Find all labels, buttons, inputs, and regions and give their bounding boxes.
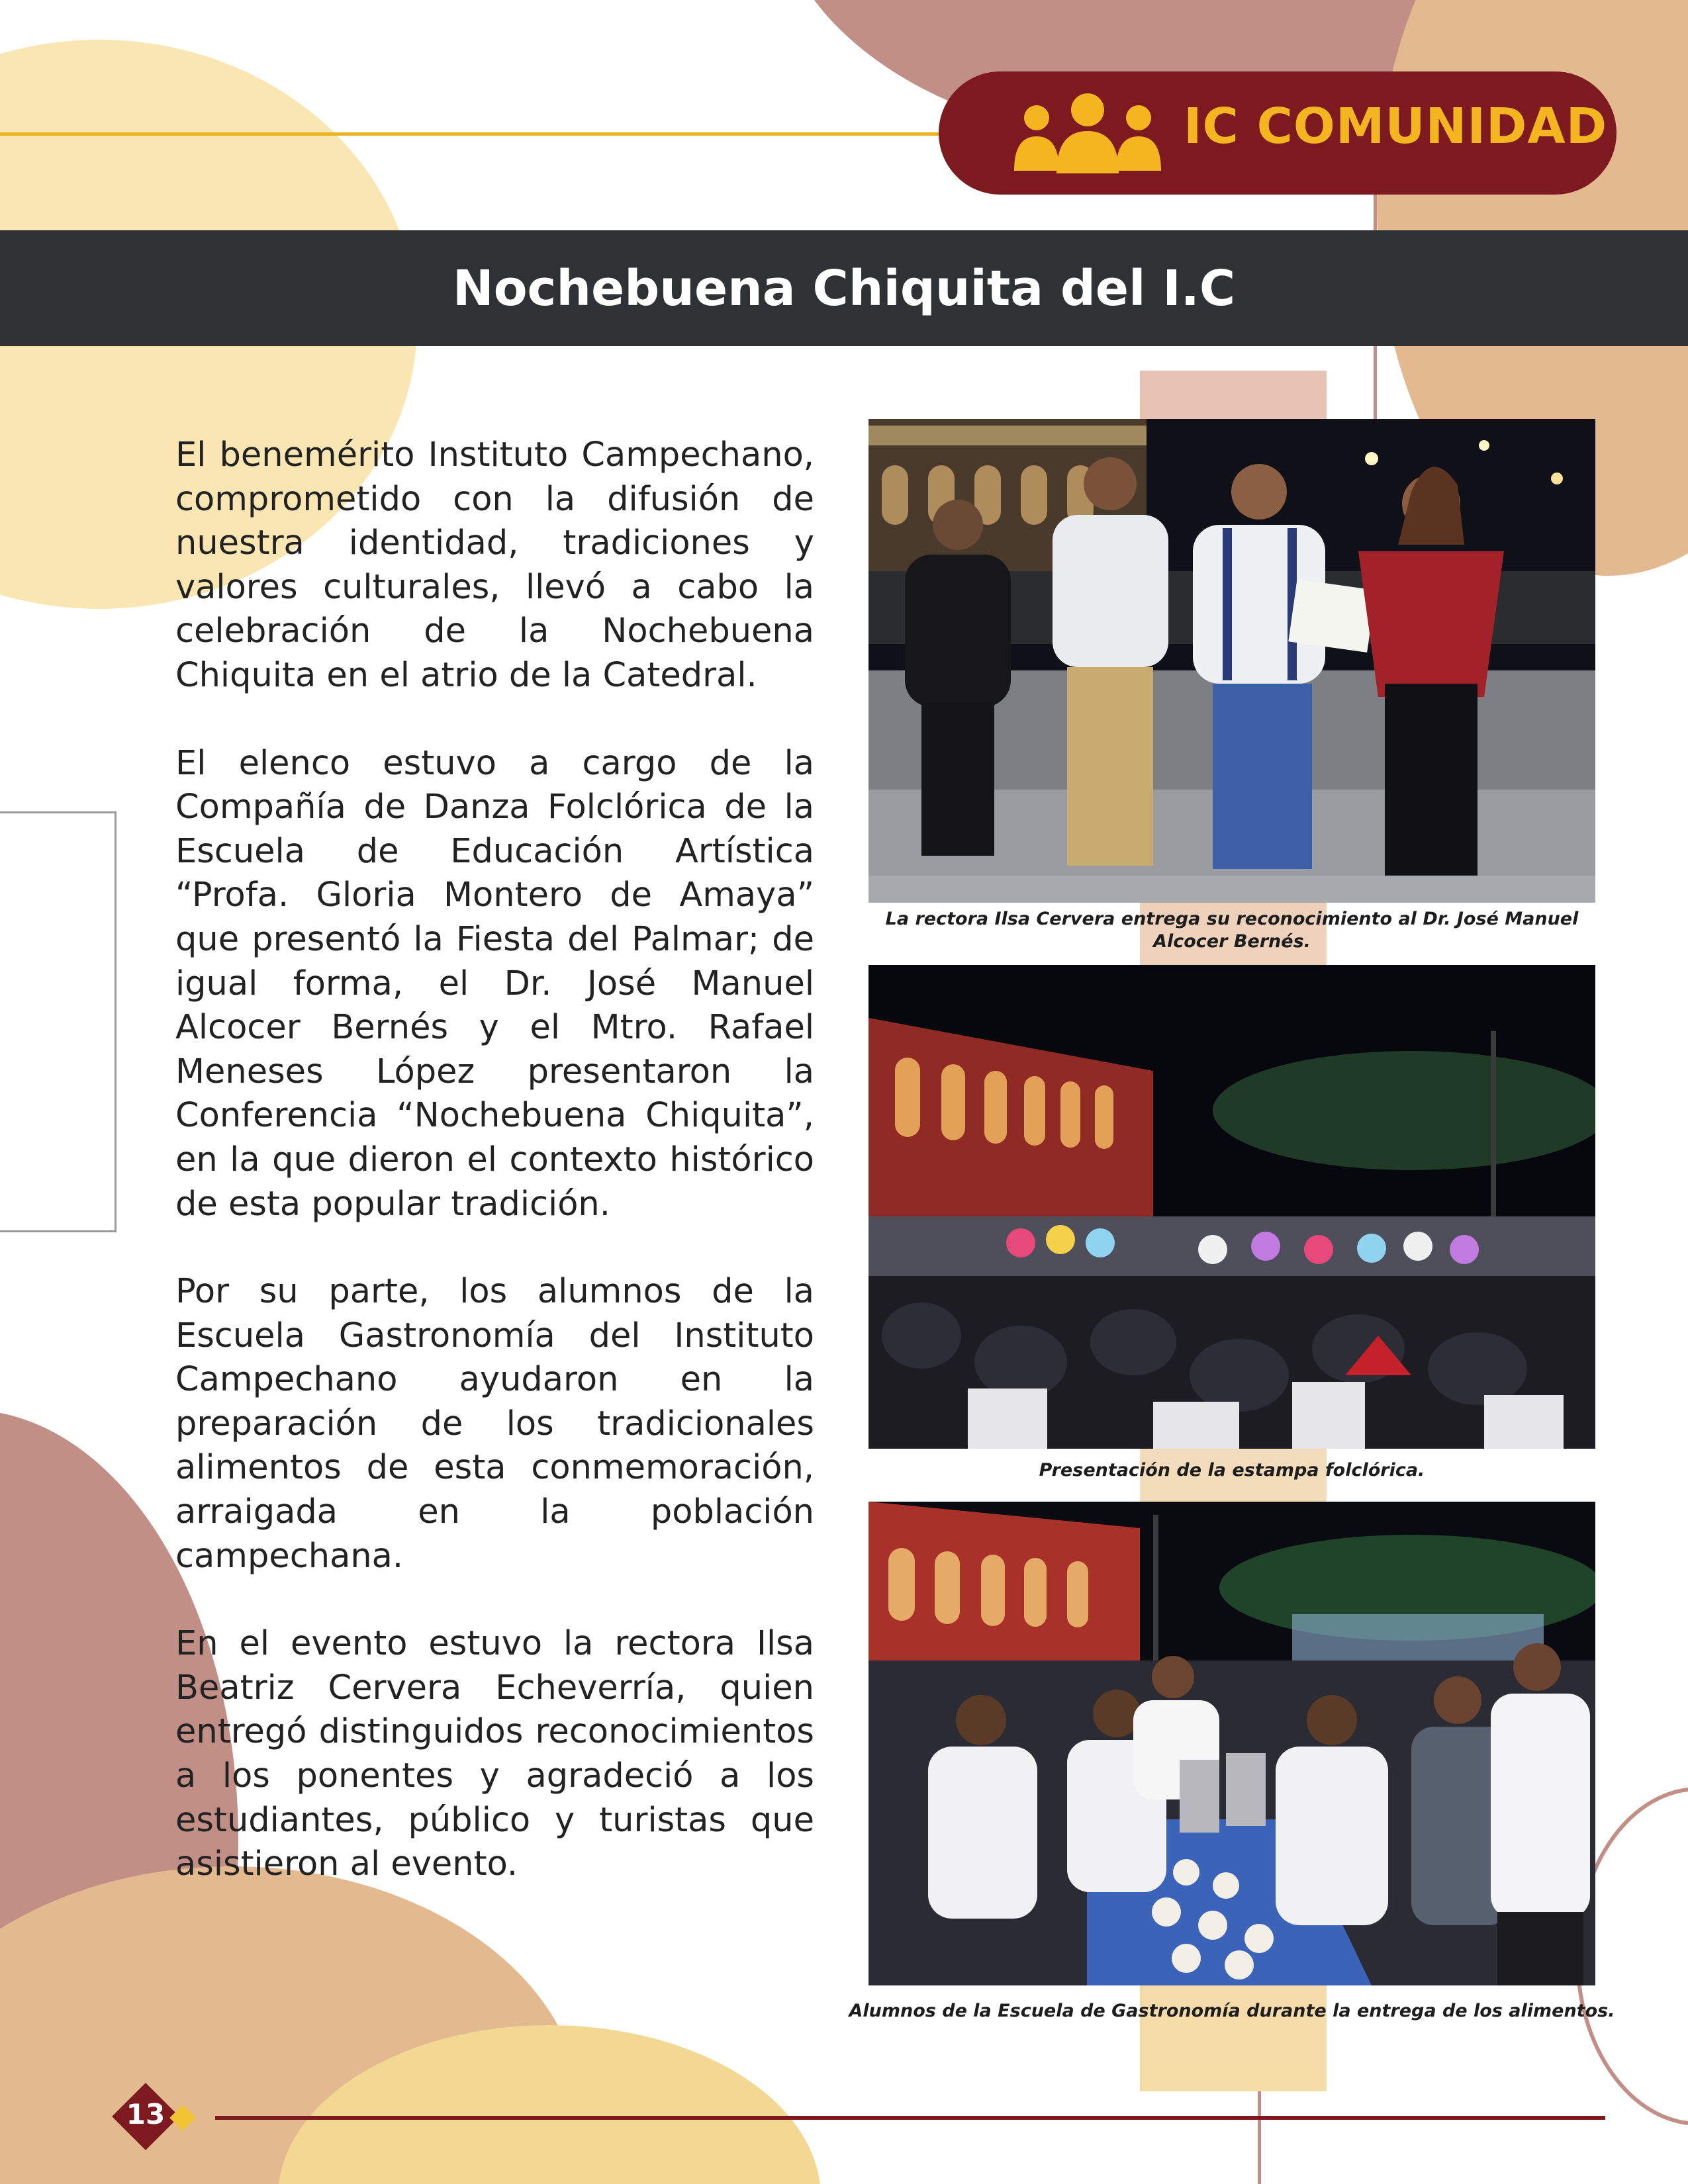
- section-label: IC COMUNIDAD: [1184, 98, 1608, 155]
- grey-frame-left: [0, 811, 117, 1232]
- people-group-icon: [1005, 90, 1170, 176]
- section-badge: [939, 71, 1617, 195]
- title-bar: [0, 230, 1688, 346]
- gold-rule-top: [0, 132, 947, 136]
- page-number: 13: [126, 2098, 165, 2130]
- photo-caption: La rectora Ilsa Cervera entrega su reconocimiento al Dr. José Manuel Alcocer Bernés.: [885, 909, 1579, 952]
- article-paragraph: El elenco estuvo a cargo de la Compañía de Danza Folclórica de la Escuela de Educación Artística “Profa. Gloria Montero de Amaya” que presentó la Fiesta del Palmar; de igual forma, el Dr. José Manuel Alcocer Bernés y el Mtro. Rafael Meneses López presentaron la Conferencia “Nochebuena Chiquita”, en la que dieron el contexto histórico de esta popular tradición.: [175, 743, 814, 1224]
- article-paragraph: El benemérito Instituto Campechano, comprometido con la difusión de nuestra identidad, tradiciones y valores culturales, llevó a cabo la celebración de la Nochebuena Chiquita en el atrio de la Catedral.: [175, 435, 814, 695]
- article-paragraph: En el evento estuvo la rectora Ilsa Beatriz Cervera Echeverría, quien entregó distinguidos reconocimientos a los ponentes y agradeció a los estudiantes, público y turistas que asistieron al evento.: [175, 1624, 814, 1884]
- photo-folk-dance: [868, 965, 1595, 1449]
- page-number-badge: [113, 2083, 179, 2150]
- photo-caption: Presentación de la estampa folclórica.: [1039, 1460, 1425, 1480]
- photo-award-ceremony: [868, 419, 1595, 903]
- article-paragraph: Por su parte, los alumnos de la Escuela Gastronomía del Instituto Campechano ayudaron en la preparación de los tradicionales alimentos de esta conmemoración, arraigada en la población campechana.: [175, 1272, 814, 1576]
- maroon-footer-rule: [215, 2116, 1605, 2120]
- page-title: Nochebuena Chiquita del I.C: [452, 259, 1236, 317]
- photo-gastronomy-students: [868, 1502, 1595, 1985]
- photo-caption: Alumnos de la Escuela de Gastronomía durante la entrega de los alimentos.: [849, 2001, 1615, 2021]
- article-body: [175, 433, 814, 1931]
